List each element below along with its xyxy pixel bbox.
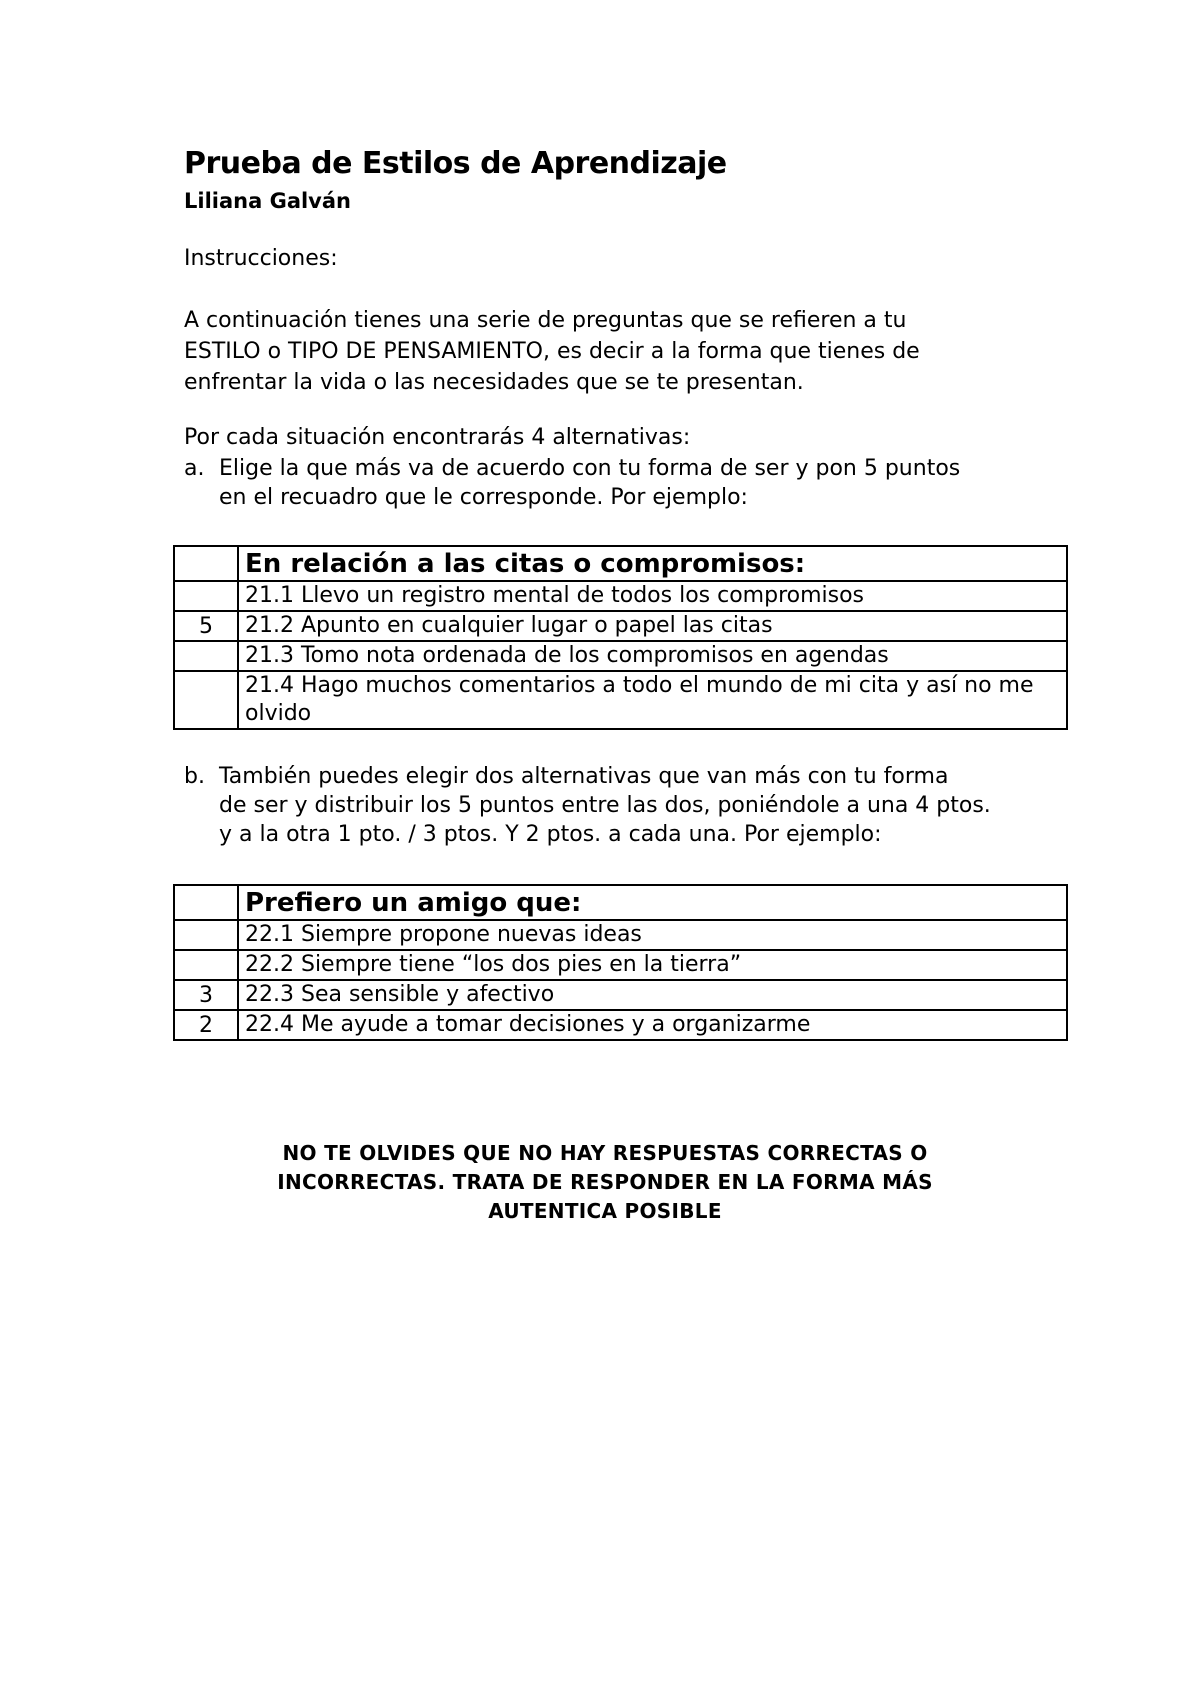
table-row — [174, 980, 1067, 1010]
score-cell — [174, 581, 238, 611]
table-heading: En relación a las citas o compromisos: — [238, 546, 1067, 581]
item-marker: a. — [184, 456, 205, 481]
instruction-item-b — [184, 762, 1064, 849]
intro-line: ESTILO o TIPO DE PENSAMIENTO, es decir a la forma que tienes de — [184, 339, 920, 364]
score-cell: 2 — [174, 1010, 238, 1040]
option-text: 22.3 Sea sensible y afectivo — [238, 980, 1067, 1010]
intro-line: enfrentar la vida o las necesidades que se te presentan. — [184, 370, 804, 395]
instructions-heading: Instrucciones: — [184, 246, 338, 271]
situation-text: Por cada situación encontrarás 4 alternativas: — [184, 425, 691, 450]
intro-paragraph — [184, 305, 1064, 398]
option-text: 21.3 Tomo nota ordenada de los compromisos en agendas — [238, 641, 1067, 671]
table-row — [174, 611, 1067, 641]
example-table-citas — [173, 545, 1068, 730]
table-heading: Prefiero un amigo que: — [238, 885, 1067, 920]
score-cell: 5 — [174, 611, 238, 641]
item-line: y a la otra 1 pto. / 3 ptos. Y 2 ptos. a cada una. Por ejemplo: — [219, 822, 882, 847]
closing-line: AUTENTICA POSIBLE — [488, 1199, 722, 1223]
item-line: en el recuadro que le corresponde. Por ejemplo: — [219, 485, 748, 510]
instruction-item-a — [184, 454, 1064, 512]
score-cell — [174, 885, 238, 920]
table-row — [174, 1010, 1067, 1040]
option-text: 21.2 Apunto en cualquier lugar o papel las citas — [238, 611, 1067, 641]
table-row — [174, 920, 1067, 950]
option-text: 21.1 Llevo un registro mental de todos los compromisos — [238, 581, 1067, 611]
item-marker: b. — [184, 764, 205, 789]
table-row — [174, 641, 1067, 671]
score-cell — [174, 671, 238, 729]
score-cell — [174, 920, 238, 950]
example-table-amigo — [173, 884, 1068, 1041]
document-title: Prueba de Estilos de Aprendizaje — [184, 146, 727, 181]
option-text: 21.4 Hago muchos comentarios a todo el mundo de mi cita y así no me olvido — [238, 671, 1067, 729]
table-header-row — [174, 546, 1067, 581]
author-name: Liliana Galván — [184, 189, 351, 213]
score-cell: 3 — [174, 980, 238, 1010]
score-cell — [174, 641, 238, 671]
option-text: 22.1 Siempre propone nuevas ideas — [238, 920, 1067, 950]
table-row — [174, 581, 1067, 611]
item-line: Elige la que más va de acuerdo con tu forma de ser y pon 5 puntos — [219, 456, 961, 481]
table-header-row — [174, 885, 1067, 920]
item-line: También puedes elegir dos alternativas que van más con tu forma — [219, 764, 949, 789]
table-row — [174, 950, 1067, 980]
option-text: 22.2 Siempre tiene “los dos pies en la tierra” — [238, 950, 1067, 980]
closing-line: INCORRECTAS. TRATA DE RESPONDER EN LA FORMA MÁS — [277, 1170, 933, 1194]
option-text: 22.4 Me ayude a tomar decisiones y a organizarme — [238, 1010, 1067, 1040]
closing-line: NO TE OLVIDES QUE NO HAY RESPUESTAS CORRECTAS O — [282, 1141, 928, 1165]
item-line: de ser y distribuir los 5 puntos entre las dos, poniéndole a una 4 ptos. — [219, 793, 991, 818]
score-cell — [174, 950, 238, 980]
closing-note — [230, 1139, 980, 1226]
score-cell — [174, 546, 238, 581]
intro-line: A continuación tienes una serie de preguntas que se refieren a tu — [184, 308, 907, 333]
table-row — [174, 671, 1067, 729]
